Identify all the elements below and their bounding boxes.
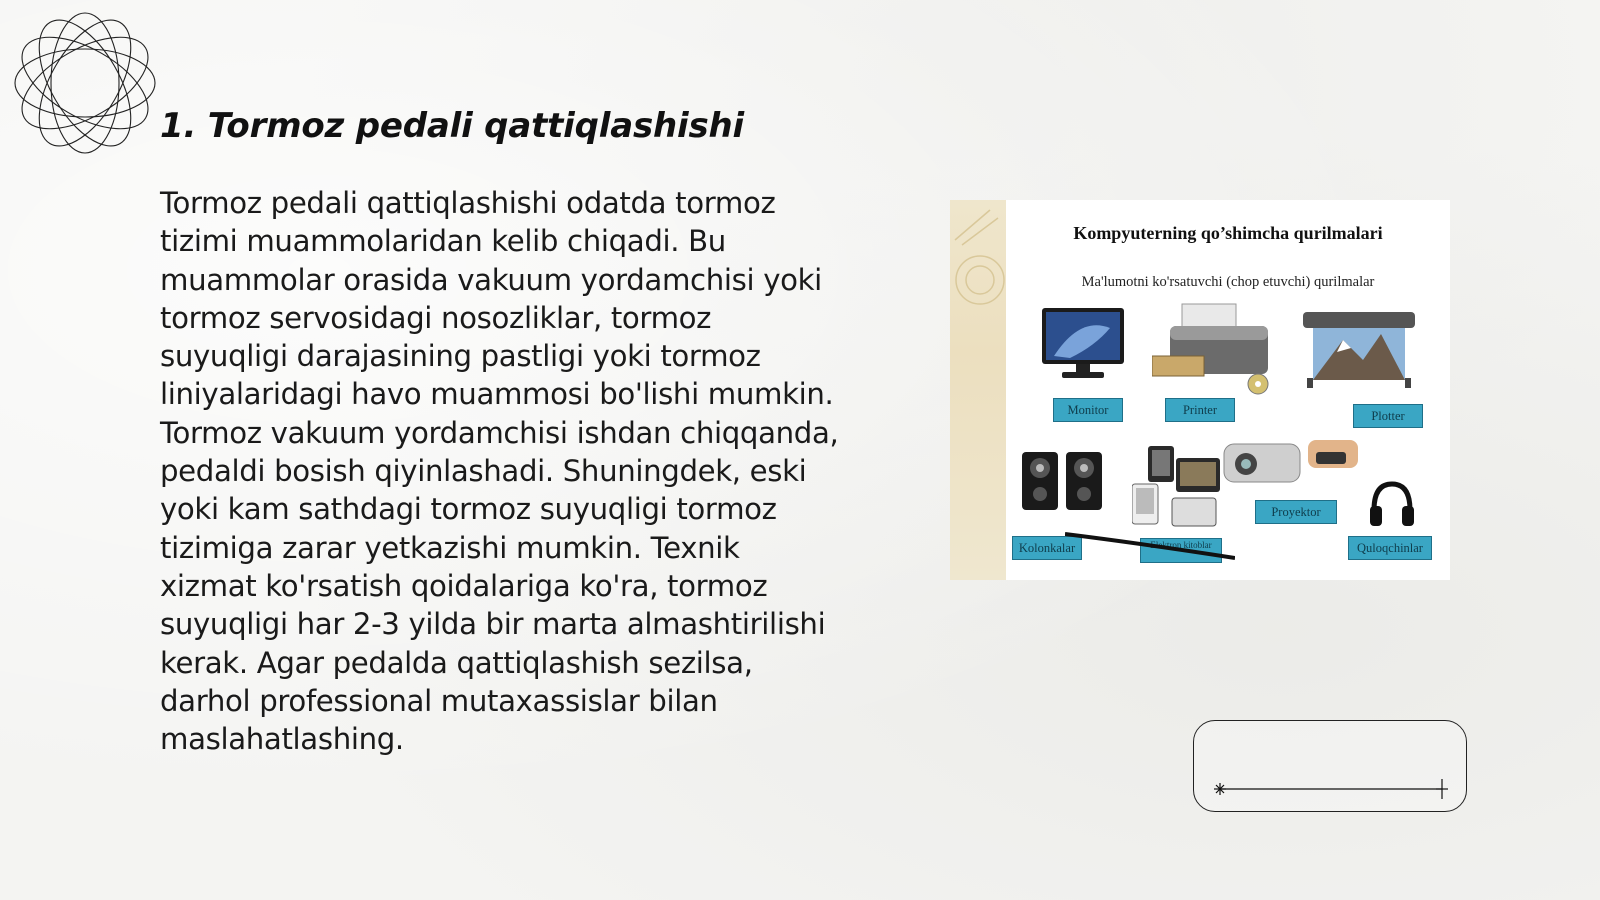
label-headphones: Quloqchinlar [1348, 536, 1432, 560]
peripherals-image [950, 200, 1450, 580]
label-monitor: Monitor [1053, 398, 1123, 422]
sparkle-line-icon [1210, 777, 1452, 801]
label-projector: Proyektor [1255, 500, 1337, 524]
slide-title: 1. Tormoz pedali qattiqlashishi [160, 106, 744, 146]
image-subtitle: Ma'lumotni ko'rsatuvchi (chop etuvchi) qurilmalar [1081, 274, 1375, 290]
cable-decoration [1065, 530, 1235, 560]
slide-paragraph: Tormoz pedali qattiqlashishi odatda tormoz tizimi muammolaridan kelib chiqadi. Bu muammolar orasida vakuum yordamchisi yoki tormoz servosidagi nosozliklar, tormoz suyuqligi darajasining pastligi yoki tormoz liniyalaridagi havo muammosi bo'lishi mumkin. Tormoz vakuum yordamchisi ishdan chiqqanda, pedaldi bosish qiyinlashadi. Shuningdek, eski yoki kam sathdagi tormoz suyuqligi tormoz tizimiga zarar yetkazishi mumkin. Texnik xizmat ko'rsatish qoidalariga ko'ra, tormoz suyuqligi har 2-3 yilda bir marta almashtirilishi kerak. Agar pedalda qattiqlashish sezilsa, darhol professional mutaxassislar bilan maslahatlashing. [160, 186, 839, 757]
image-title: Kompyuterning qo’shimcha qurilmalari [1073, 223, 1383, 243]
headphones-icon [1368, 480, 1416, 530]
speakers-icon [1020, 448, 1106, 514]
label-ebook: Elektron kitoblar [1140, 538, 1222, 563]
stripe-ornament-icon [950, 200, 1006, 320]
decorative-orb-icon [10, 8, 160, 158]
ebook-icon [1132, 446, 1232, 534]
label-plotter: Plotter [1353, 404, 1423, 428]
printer-icon [1152, 300, 1276, 396]
label-speakers: Kolonkalar [1012, 536, 1082, 560]
plotter-icon [1303, 312, 1415, 388]
label-printer: Printer [1165, 398, 1235, 422]
monitor-icon [1040, 306, 1126, 382]
projector-icon [1222, 436, 1364, 492]
